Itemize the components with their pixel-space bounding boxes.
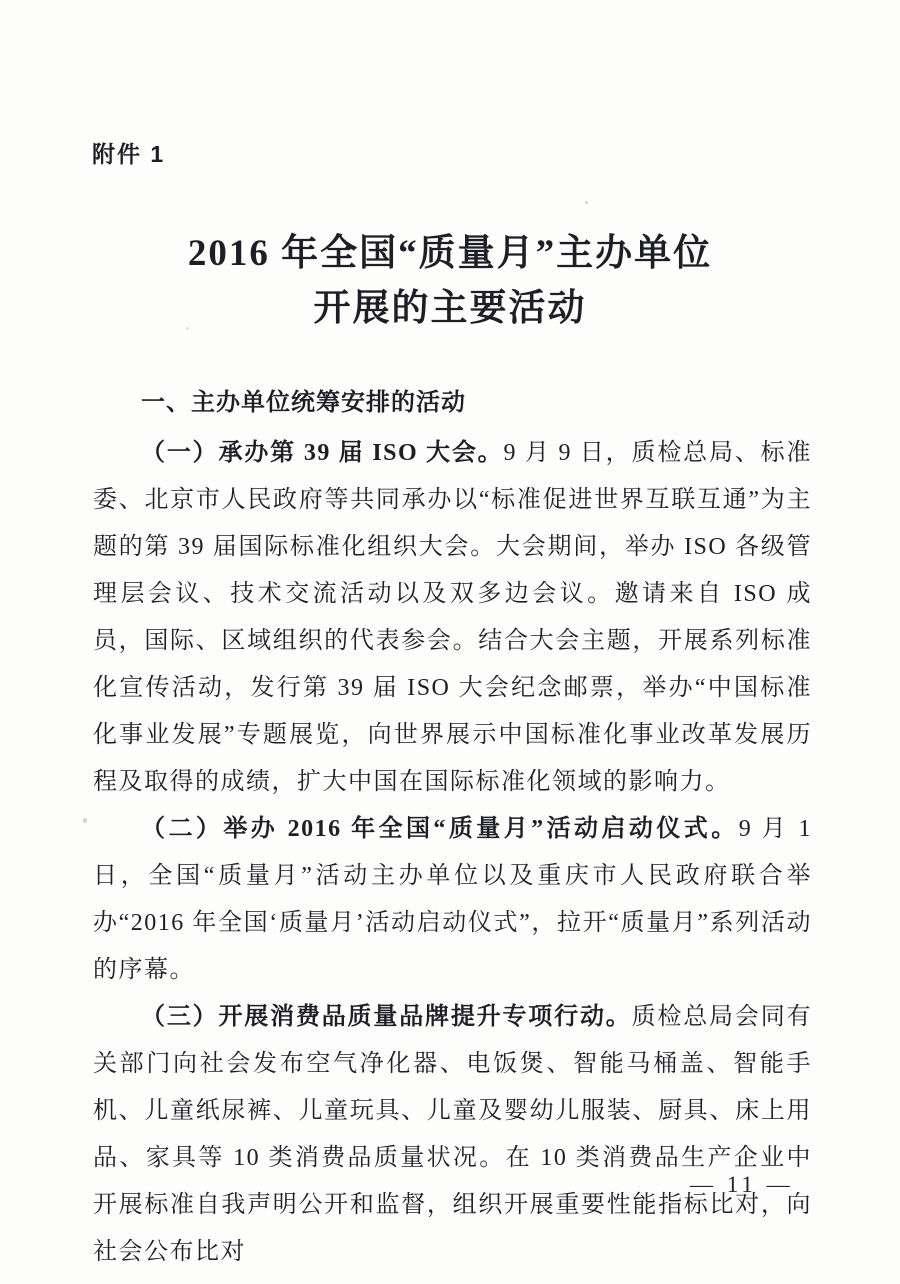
paragraph-3-body: 质检总局会同有关部门向社会发布空气净化器、电饭煲、智能马桶盖、智能手机、儿童纸尿裤、儿童玩具、儿童及婴幼儿服装、厨具、床上用品、家具等 10 类消费品质量状况。在 10 类消费品生产企业中开展标准自我声明公开和监督，组织开展重要性能指标比对，向社会公布比对 xyxy=(93,1004,813,1265)
scan-speck xyxy=(186,327,189,330)
scan-speck xyxy=(83,818,87,823)
title-line-1: 2016 年全国“质量月”主办单位 xyxy=(187,233,713,274)
scan-speck xyxy=(585,201,588,204)
section-heading: 一、主办单位统筹安排的活动 xyxy=(141,389,466,416)
paragraph-3-lead: （三）开展消费品质量品牌提升专项行动。 xyxy=(141,1004,632,1030)
paragraph-2-body: 9 月 1 日，全国“质量月”活动主办单位以及重庆市人民政府联合举办“2016 年全国‘质量月’活动启动仪式”，拉开“质量月”系列活动的序幕。 xyxy=(93,816,813,983)
paragraph-1-lead: （一）承办第 39 届 ISO 大会。 xyxy=(141,440,504,466)
paragraph-2 xyxy=(93,806,812,994)
document-title xyxy=(0,226,900,336)
document-body xyxy=(93,382,812,1276)
paragraph-1-body: 9 月 9 日，质检总局、标准委、北京市人民政府等共同承办以“标准促进世界互联互通”为主题的第 39 届国际标准化组织大会。大会期间，举办 ISO 各级管理层会议、技术交流活动以及双多边会议。邀请来自 ISO 成员，国际、区域组织的代表参会。结合大会主题，开展系列标准化宣传活动，发行第 39 届 ISO 大会纪念邮票，举办“中国标准化事业发展”专题展览，向世界展示中国标准化事业改革发展历程及取得的成绩，扩大中国在国际标准化领域的影响力。 xyxy=(93,440,813,795)
title-line-2: 开展的主要活动 xyxy=(313,288,587,329)
page-number: — 11 — xyxy=(690,1172,794,1197)
paragraph-3 xyxy=(93,994,812,1276)
paragraph-2-lead: （二）举办 2016 年全国“质量月”活动启动仪式。 xyxy=(141,816,739,842)
attachment-label: 附件 1 xyxy=(92,141,166,167)
paragraph-1 xyxy=(93,430,812,806)
